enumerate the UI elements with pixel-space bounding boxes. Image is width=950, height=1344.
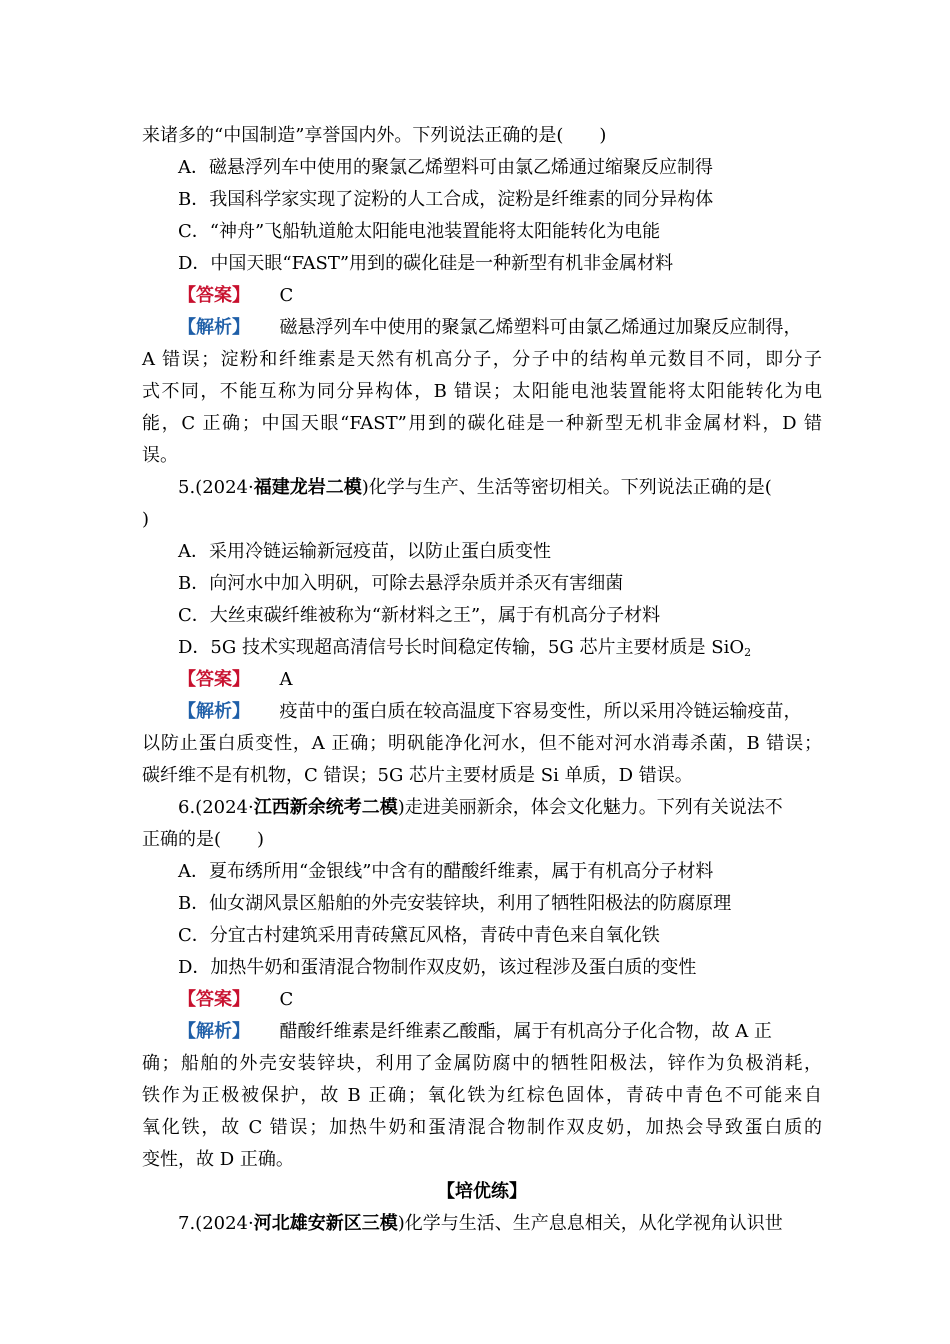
q4-analysis-text-1: 磁悬浮列车中使用的聚氯乙烯塑料可由氯乙烯通过加聚反应制得， [279, 317, 802, 338]
q4-option-b: B．我国科学家实现了淀粉的人工合成，淀粉是纤维素的同分异构体 [178, 189, 714, 210]
answer-label: 【答案】 [178, 669, 250, 690]
q4-analysis-line-3: 式不同，不能互称为同分异构体，B 错误；太阳能电池装置能将太阳能转化为电 [142, 381, 822, 402]
q5-number: 5.(2024· [178, 477, 254, 498]
q4-answer-value: C [279, 285, 294, 306]
q4-analysis-line-2: A 错误；淀粉和纤维素是天然有机高分子，分子中的结构单元数目不同，即分子 [142, 349, 822, 370]
q5-stem-line-2: ) [142, 509, 150, 530]
q7-stem-line-1 [178, 1212, 822, 1236]
q5-analysis-line-2: 以防止蛋白质变性，A 正确；明矾能净化河水，但不能对河水消毒杀菌，B 错误； [142, 733, 822, 754]
q4-option-d: D．中国天眼“FAST”用到的碳化硅是一种新型有机非金属材料 [178, 253, 674, 274]
q5-stem-text: )化学与生产、生活等密切相关。下列说法正确的是( [361, 477, 772, 498]
q5-analysis-text-1: 疫苗中的蛋白质在较高温度下容易变性，所以采用冷链运输疫苗， [279, 701, 802, 722]
q6-analysis-line-4: 氧化铁，故 C 错误；加热牛奶和蛋清混合物制作双皮奶，加热会导致蛋白质的 [142, 1117, 822, 1138]
q6-analysis-line-3: 铁作为正极被保护，故 B 正确；氧化铁为红棕色固体，青砖中青色不可能来自 [142, 1085, 822, 1106]
q4-answer-line [178, 284, 858, 308]
q4-stem-tail: 来诸多的“中国制造”享誉国内外。下列说法正确的是( ) [142, 125, 607, 146]
q6-option-a: A．夏布绣所用“金银线”中含有的醋酸纤维素，属于有机高分子材料 [178, 861, 714, 882]
q4-analysis-line-4: 能，C 正确；中国天眼“FAST”用到的碳化硅是一种新型无机非金属材料，D 错 [142, 413, 822, 434]
q5-option-a: A．采用冷链运输新冠疫苗，以防止蛋白质变性 [178, 541, 551, 562]
q5-analysis-line-3: 碳纤维不是有机物，C 错误；5G 芯片主要材质是 Si 单质，D 错误。 [142, 765, 693, 786]
q7-number: 7.(2024· [178, 1213, 254, 1234]
q5-stem-line-1 [178, 476, 822, 500]
q6-stem-line-2: 正确的是( ) [142, 829, 265, 850]
q5-option-c: C．大丝束碳纤维被称为“新材料之王”，属于有机高分子材料 [178, 605, 661, 626]
q6-analysis-line-2: 确；船舶的外壳安装锌块，利用了金属防腐中的牺牲阳极法，锌作为负极消耗， [142, 1053, 822, 1074]
q6-analysis-line-5: 变性，故 D 正确。 [142, 1149, 294, 1170]
q6-source: 江西新余统考二模 [253, 797, 398, 818]
q5-analysis-line-1 [178, 700, 822, 724]
q4-option-a: A．磁悬浮列车中使用的聚氯乙烯塑料可由氯乙烯通过缩聚反应制得 [178, 157, 713, 178]
q6-analysis-line-1 [178, 1020, 822, 1044]
q6-answer-line [178, 988, 858, 1012]
q5-answer-line [178, 668, 858, 692]
q6-option-d: D．加热牛奶和蛋清混合物制作双皮奶，该过程涉及蛋白质的变性 [178, 957, 697, 978]
answer-label: 【答案】 [178, 285, 250, 306]
q6-analysis-text-1: 醋酸纤维素是纤维素乙酸酯，属于有机高分子化合物，故 A 正 [279, 1021, 772, 1042]
q4-analysis-line-1 [178, 316, 822, 340]
q6-number: 6.(2024· [178, 797, 254, 818]
q5-option-d-text: D．5G 技术实现超高清信号长时间稳定传输，5G 芯片主要材质是 SiO [178, 637, 745, 658]
q4-option-c: C．“神舟”飞船轨道舱太阳能电池装置能将太阳能转化为电能 [178, 221, 661, 242]
q4-analysis-line-5: 误。 [142, 445, 178, 466]
q7-source: 河北雄安新区三模 [253, 1213, 398, 1234]
answer-label: 【答案】 [178, 989, 250, 1010]
q6-option-c: C．分宜古村建筑采用青砖黛瓦风格，青砖中青色来自氧化铁 [178, 925, 660, 946]
q5-answer-value: A [279, 669, 293, 690]
analysis-label: 【解析】 [178, 317, 250, 338]
q5-option-b: B．向河水中加入明矾，可除去悬浮杂质并杀灭有害细菌 [178, 573, 624, 594]
q7-stem-text: )化学与生活、生产息息相关，从化学视角认识世 [397, 1213, 783, 1234]
q6-answer-value: C [279, 989, 294, 1010]
analysis-label: 【解析】 [178, 1021, 250, 1042]
q5-option-d-subscript: 2 [744, 646, 752, 659]
q6-option-b: B．仙女湖风景区船舶的外壳安装锌块，利用了牺牲阳极法的防腐原理 [178, 893, 732, 914]
analysis-label: 【解析】 [178, 701, 250, 722]
q6-stem-line-1 [178, 796, 822, 820]
q6-stem-text: )走进美丽新余，体会文化魅力。下列有关说法不 [397, 797, 783, 818]
q5-source: 福建龙岩二模 [253, 477, 362, 498]
q5-option-d [178, 636, 858, 665]
section-title: 【培优练】 [437, 1181, 527, 1202]
